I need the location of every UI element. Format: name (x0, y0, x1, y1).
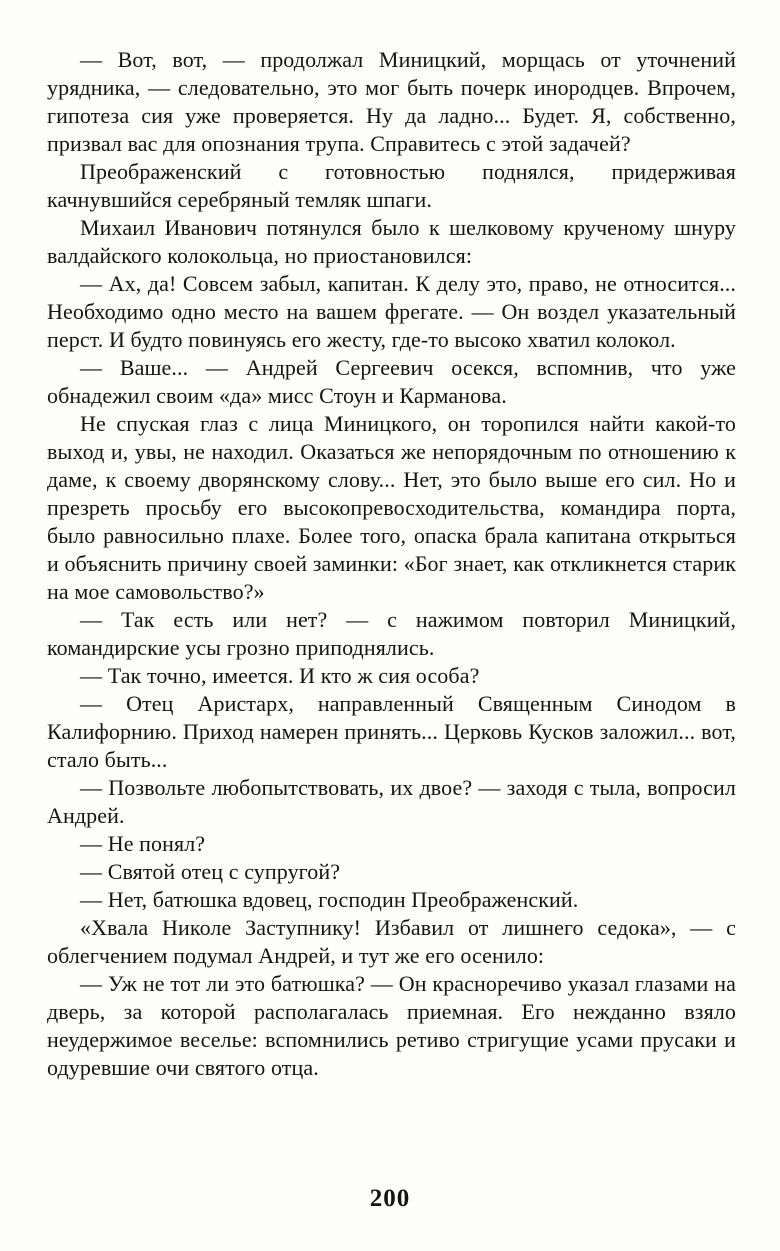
paragraph: — Святой отец с супругой? (80, 859, 341, 884)
page-number: 200 (369, 1185, 411, 1212)
text-block (47, 46, 736, 1082)
paragraph: — Ах, да! Совсем забыл, капитан. К делу это, право, не относится... Необходимо одно место на вашем фрегате. — Он воздел указательный перст. И будто повинуясь его жесту, где-то высоко хватил колокол. (47, 271, 736, 352)
paragraph: — Не понял? (80, 831, 206, 856)
paragraph: Михаил Иванович потянулся было к шелковому крученому шнуру валдайского колокольца, но приостановился: (47, 215, 736, 268)
paragraph: — Вот, вот, — продолжал Миницкий, морщась от уточнений урядника, — следовательно, это мог быть почерк инородцев. Впрочем, гипотеза сия уже проверяется. Ну да ладно... Будет. Я, собственно, призвал вас для опознания трупа. Справитесь с этой задачей? (47, 47, 736, 156)
paragraph: «Хвала Николе Заступнику! Избавил от лишнего седока», — с облегчением подумал Андрей, и тут же его осенило: (47, 915, 736, 968)
paragraph: Не спуская глаз с лица Миницкого, он торопился найти какой-то выход и, увы, не находил. Оказаться же непорядочным по отношению к даме, к своему дворянскому слову... Нет, это было выше его сил. Но и презреть просьбу его высокопревосходительства, командира порта, было равносильно плахе. Более того, опаска брала капитана открыться и объяснить причину своей заминки: «Бог знает, как откликнется старик на мое самовольство?» (47, 411, 736, 604)
paragraph: — Ваше... — Андрей Сергеевич осекся, вспомнив, что уже обнадежил своим «да» мисс Стоун и Карманова. (47, 355, 736, 408)
paragraph: Преображенский с готовностью поднялся, придерживая качнувшийся серебряный темляк шпаги. (47, 159, 736, 212)
paragraph: — Нет, батюшка вдовец, господин Преображенский. (80, 887, 579, 912)
paragraph: — Уж не тот ли это батюшка? — Он красноречиво указал глазами на дверь, за которой располагалась приемная. Его нежданно взяло неудержимое веселье: вспомнились ретиво стригущие усами прусаки и одуревшие очи святого отца. (47, 971, 736, 1080)
paragraph: — Позвольте любопытствовать, их двое? — заходя с тыла, вопросил Андрей. (47, 775, 736, 828)
paragraph: — Так есть или нет? — с нажимом повторил Миницкий, командирские усы грозно приподнялись. (47, 607, 736, 660)
paragraph: — Так точно, имеется. И кто ж сия особа? (80, 663, 480, 688)
paragraph: — Отец Аристарх, направленный Священным Синодом в Калифорнию. Приход намерен принять... Церковь Кусков заложил... вот, стало быть... (47, 691, 736, 772)
